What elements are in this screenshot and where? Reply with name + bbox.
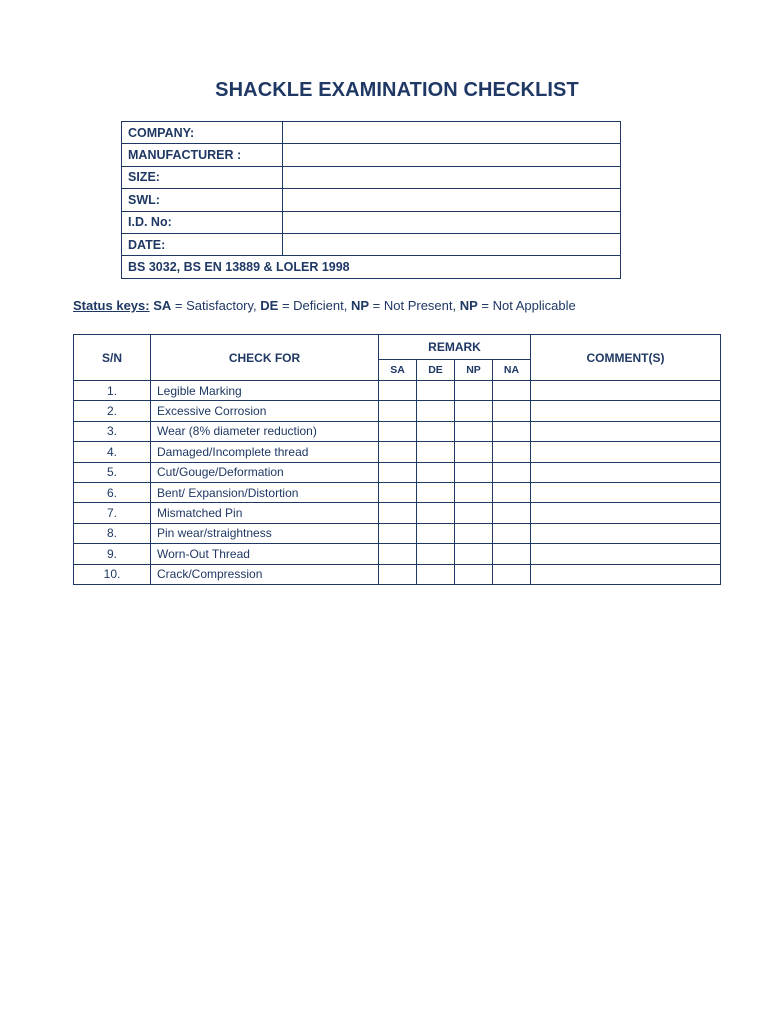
standards-text: BS 3032, BS EN 13889 & LOLER 1998 [122,256,621,278]
cell-na[interactable] [493,421,531,441]
status-keys-title: Status keys: [73,298,150,313]
row-check-item: Crack/Compression [151,564,379,584]
header-sn: S/N [74,335,151,381]
row-check-item: Worn-Out Thread [151,544,379,564]
table-row [74,421,721,441]
cell-sa[interactable] [379,421,417,441]
row-check-item: Damaged/Incomplete thread [151,442,379,462]
cell-sa[interactable] [379,544,417,564]
status-text-sa: = Satisfactory, [171,298,261,313]
status-text-de: = Deficient, [278,298,351,313]
header-sa: SA [379,360,417,381]
status-code-sa: SA [153,298,172,313]
cell-comment[interactable] [531,462,721,482]
row-sn: 7. [74,503,151,523]
header-check-for: CHECK FOR [151,335,379,381]
cell-np[interactable] [455,381,493,401]
cell-comment[interactable] [531,401,721,421]
info-row-size [122,166,621,188]
cell-na[interactable] [493,482,531,502]
checklist-body [74,381,721,585]
cell-sa[interactable] [379,381,417,401]
checklist-table [73,334,721,585]
header-de: DE [417,360,455,381]
table-row [74,401,721,421]
manufacturer-field[interactable] [283,144,621,166]
header-remark: REMARK [379,335,531,360]
cell-comment[interactable] [531,544,721,564]
date-label: DATE: [122,233,283,255]
row-check-item: Mismatched Pin [151,503,379,523]
row-sn: 1. [74,381,151,401]
page-title: SHACKLE EXAMINATION CHECKLIST [215,79,579,101]
cell-sa[interactable] [379,503,417,523]
info-row-standards [122,256,621,278]
manufacturer-label: MANUFACTURER : [122,144,283,166]
row-sn: 8. [74,523,151,543]
swl-label: SWL: [122,189,283,211]
cell-sa[interactable] [379,401,417,421]
info-row-manufacturer [122,144,621,166]
cell-na[interactable] [493,401,531,421]
cell-de[interactable] [417,462,455,482]
cell-np[interactable] [455,401,493,421]
row-sn: 4. [74,442,151,462]
table-row [74,503,721,523]
header-np: NP [455,360,493,381]
status-text-np: = Not Present, [369,298,460,313]
cell-comment[interactable] [531,482,721,502]
row-sn: 9. [74,544,151,564]
row-check-item: Bent/ Expansion/Distortion [151,482,379,502]
company-field[interactable] [283,122,621,144]
cell-np[interactable] [455,523,493,543]
cell-np[interactable] [455,503,493,523]
cell-sa[interactable] [379,462,417,482]
status-code-np: NP [350,298,370,313]
table-row [74,523,721,543]
size-field[interactable] [283,166,621,188]
cell-de[interactable] [417,401,455,421]
cell-comment[interactable] [531,442,721,462]
cell-comment[interactable] [531,523,721,543]
table-row [74,462,721,482]
cell-na[interactable] [493,523,531,543]
cell-de[interactable] [417,482,455,502]
cell-comment[interactable] [531,421,721,441]
cell-na[interactable] [493,544,531,564]
row-sn: 5. [74,462,151,482]
info-row-company [122,122,621,144]
cell-sa[interactable] [379,523,417,543]
cell-na[interactable] [493,462,531,482]
info-row-swl [122,189,621,211]
cell-comment[interactable] [531,381,721,401]
header-comments: COMMENT(S) [531,335,721,381]
cell-np[interactable] [455,482,493,502]
table-row [74,482,721,502]
cell-de[interactable] [417,523,455,543]
cell-sa[interactable] [379,442,417,462]
info-row-date [122,233,621,255]
cell-na[interactable] [493,381,531,401]
row-sn: 6. [74,482,151,502]
cell-sa[interactable] [379,564,417,584]
row-sn: 3. [74,421,151,441]
row-check-item: Excessive Corrosion [151,401,379,421]
status-keys [73,298,576,313]
row-check-item: Cut/Gouge/Deformation [151,462,379,482]
cell-de[interactable] [417,442,455,462]
table-row [74,544,721,564]
id-field[interactable] [283,211,621,233]
row-sn: 2. [74,401,151,421]
date-field[interactable] [283,233,621,255]
cell-na[interactable] [493,564,531,584]
cell-de[interactable] [417,381,455,401]
row-check-item: Legible Marking [151,381,379,401]
checklist-header-row [74,335,721,360]
cell-de[interactable] [417,421,455,441]
cell-sa[interactable] [379,482,417,502]
cell-na[interactable] [493,442,531,462]
cell-np[interactable] [455,442,493,462]
status-code-de: DE [260,298,279,313]
status-text-na: = Not Applicable [477,298,576,313]
cell-np[interactable] [455,462,493,482]
row-check-item: Wear (8% diameter reduction) [151,421,379,441]
cell-de[interactable] [417,544,455,564]
cell-de[interactable] [417,564,455,584]
table-row [74,381,721,401]
cell-de[interactable] [417,503,455,523]
size-label: SIZE: [122,166,283,188]
row-sn: 10. [74,564,151,584]
info-table [121,121,621,279]
cell-np[interactable] [455,564,493,584]
status-code-na: NP [459,298,478,313]
company-label: COMPANY: [122,122,283,144]
cell-np[interactable] [455,421,493,441]
table-row [74,442,721,462]
header-na: NA [493,360,531,381]
row-check-item: Pin wear/straightness [151,523,379,543]
id-label: I.D. No: [122,211,283,233]
swl-field[interactable] [283,189,621,211]
cell-comment[interactable] [531,564,721,584]
table-row [74,564,721,584]
info-row-id [122,211,621,233]
cell-na[interactable] [493,503,531,523]
cell-np[interactable] [455,544,493,564]
cell-comment[interactable] [531,503,721,523]
